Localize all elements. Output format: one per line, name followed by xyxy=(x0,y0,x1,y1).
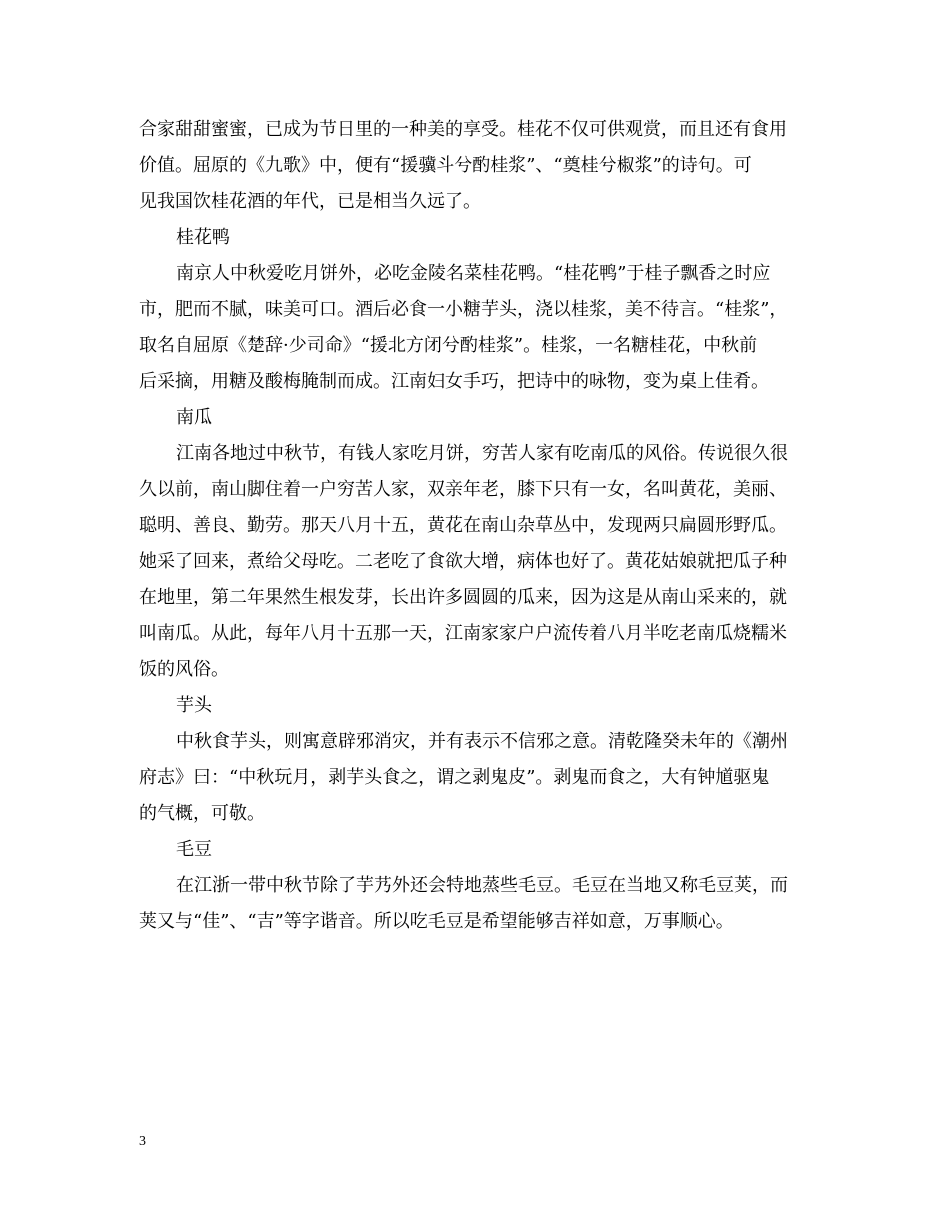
paragraph-line: 市，肥而不腻，味美可口。酒后必食一小糖芋头，浇以桂浆，美不待言。“桂浆”， xyxy=(139,299,788,320)
paragraph-line: 荚又与“佳”、“吉”等字谐音。所以吃毛豆是希望能够吉祥如意，万事顺心。 xyxy=(139,911,734,932)
paragraph-line: 饭的风俗。 xyxy=(139,659,229,680)
paragraph-line: 南京人中秋爱吃月饼外，必吃金陵名菜桂花鸭。“桂花鸭”于桂子飘香之时应 xyxy=(176,263,771,284)
paragraph-line: 久以前，南山脚住着一户穷苦人家，双亲年老，膝下只有一女，名叫黄花，美丽、 xyxy=(139,479,787,500)
section-heading-pumpkin: 南瓜 xyxy=(176,407,212,428)
paragraph-line: 在江浙一带中秋节除了芋艿外还会特地蒸些毛豆。毛豆在当地又称毛豆荚，而 xyxy=(176,875,788,896)
paragraph-line: 价值。屈原的《九歌》中，便有“援骥斗兮酌桂浆”、“奠桂兮椒浆”的诗句。可 xyxy=(139,155,752,176)
paragraph-line: 聪明、善良、勤劳。那天八月十五，黄花在南山杂草丛中，发现两只扁圆形野瓜。 xyxy=(139,515,787,536)
paragraph-line: 后采摘，用糖及酸梅腌制而成。江南妇女手巧，把诗中的咏物，变为桌上佳肴。 xyxy=(139,371,769,392)
paragraph-line: 合家甜甜蜜蜜，已成为节日里的一种美的享受。桂花不仅可供观赏，而且还有食用 xyxy=(139,119,787,140)
paragraph-line: 取名自屈原《楚辞·少司命》“援北方闭兮酌桂浆”。桂浆，一名糖桂花，中秋前 xyxy=(139,335,758,356)
paragraph-line: 中秋食芋头，则寓意辟邪消灾，并有表示不信邪之意。清乾隆癸未年的《潮州 xyxy=(176,731,788,752)
section-heading-edamame: 毛豆 xyxy=(176,839,212,860)
paragraph-line: 的气概，可敬。 xyxy=(139,803,265,824)
paragraph-line: 叫南瓜。从此，每年八月十五那一天，江南家家户户流传着八月半吃老南瓜烧糯米 xyxy=(139,623,787,644)
page-number: 3 xyxy=(139,1134,146,1149)
paragraph-line: 府志》曰：“中秋玩月，剥芋头食之，谓之剥鬼皮”。剥鬼而食之，大有钟馗驱鬼 xyxy=(139,767,770,788)
paragraph-line: 在地里，第二年果然生根发芽，长出许多圆圆的瓜来，因为这是从南山采来的，就 xyxy=(139,587,787,608)
paragraph-line: 江南各地过中秋节，有钱人家吃月饼，穷苦人家有吃南瓜的风俗。传说很久很 xyxy=(176,443,788,464)
paragraph-line: 见我国饮桂花酒的年代，已是相当久远了。 xyxy=(139,191,481,212)
section-heading-taro: 芋头 xyxy=(176,695,212,716)
section-heading-osmanthus-duck: 桂花鸭 xyxy=(176,227,230,248)
paragraph-line: 她采了回来，煮给父母吃。二老吃了食欲大增，病体也好了。黄花姑娘就把瓜子种 xyxy=(139,551,787,572)
